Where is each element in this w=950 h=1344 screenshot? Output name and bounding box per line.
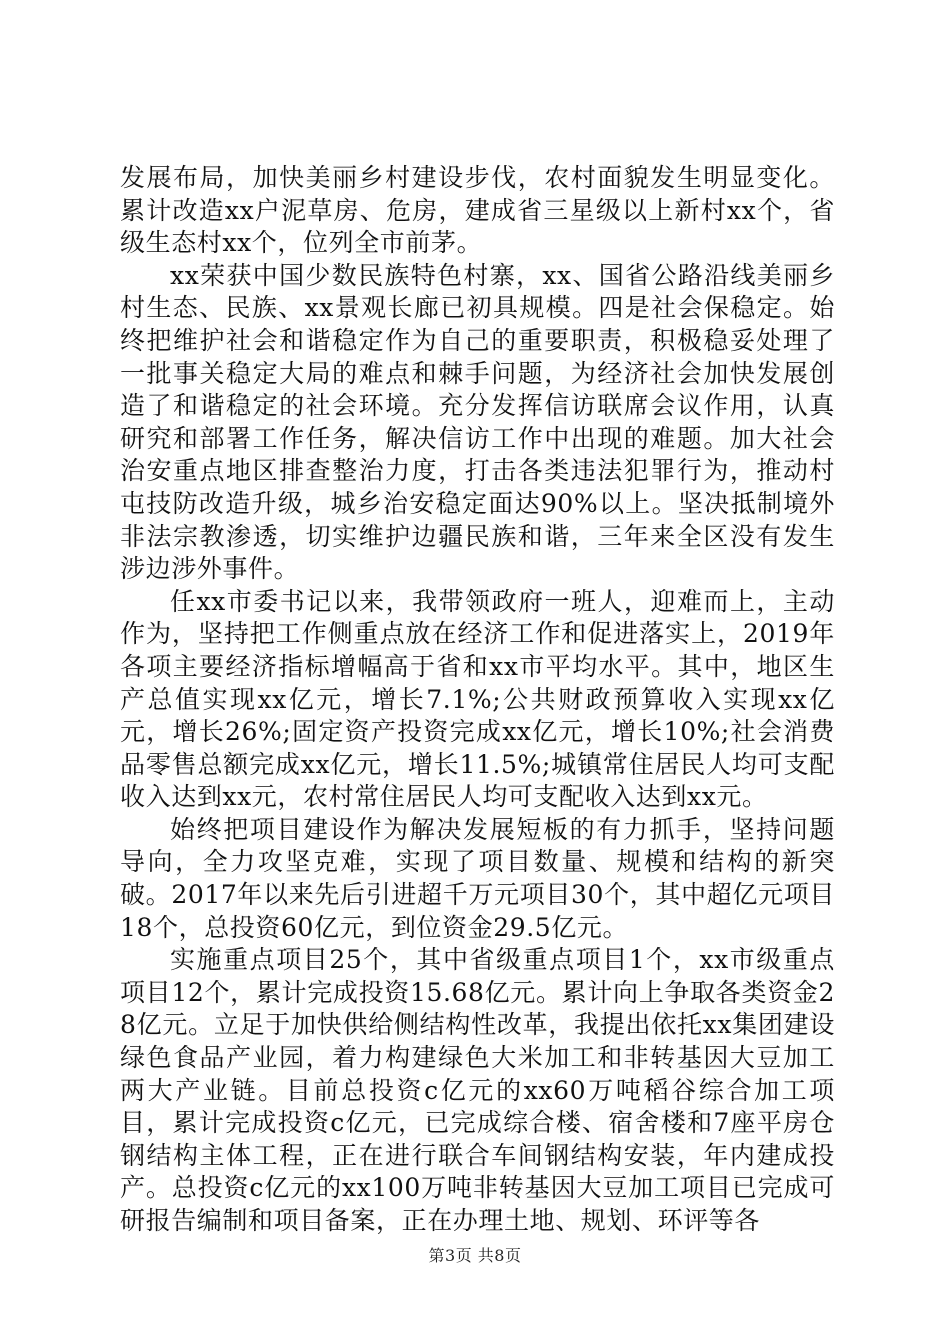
paragraph-continued: 发展布局，加快美丽乡村建设步伐，农村面貌发生明显变化。累计改造xx户泥草房、危房，建成省三星级以上新村xx个，省级生态村xx个，位列全市前茅。 — [120, 163, 835, 258]
page-number-footer: 第3页 共8页 — [428, 1246, 522, 1265]
document-body — [120, 162, 835, 1238]
paragraph-economic-indicators: 任xx市委书记以来，我带领政府一班人，迎难而上，主动作为，坚持把工作侧重点放在经济工作和促进落实上，2019年各项主要经济指标增幅高于省和xx市平均水平。其中，地区生产总值实现xx亿元，增长7.1%;公共财政预算收入实现xx亿元，增长26%;固定资产投资完成xx亿元，增长10%;社会消费品零售总额完成xx亿元，增长11.5%;城镇常住居民人均可支配收入达到xx元，农村常住居民人均可支配收入达到xx元。 — [120, 586, 835, 812]
paragraph-project-construction: 始终把项目建设作为解决发展短板的有力抓手，坚持问题导向，全力攻坚克难，实现了项目数量、规模和结构的新突破。2017年以来先后引进超千万元项目30个，其中超亿元项目18个，总投资60亿元，到位资金29.5亿元。 — [120, 814, 835, 942]
paragraph-key-projects: 实施重点项目25个，其中省级重点项目1个，xx市级重点项目12个，累计完成投资15.68亿元。累计向上争取各类资金28亿元。立足于加快供给侧结构性改革，我提出依托xx集团建设绿色食品产业园，着力构建绿色大米加工和非转基因大豆加工两大产业链。目前总投资c亿元的xx60万吨稻谷综合加工项目，累计完成投资c亿元，已完成综合楼、宿舍楼和7座平房仓钢结构主体工程，正在进行联合车间钢结构安装，年内建成投产。总投资c亿元的xx100万吨非转基因大豆加工项目已完成可研报告编制和项目备案，正在办理土地、规划、环评等各 — [120, 945, 835, 1235]
paragraph-social-stability: xx荣获中国少数民族特色村寨，xx、国省公路沿线美丽乡村生态、民族、xx景观长廊已初具规模。四是社会保稳定。始终把维护社会和谐稳定作为自己的重要职责，积极稳妥处理了一批事关稳定大局的难点和棘手问题，为经济社会加快发展创造了和谐稳定的社会环境。充分发挥信访联席会议作用，认真研究和部署工作任务，解决信访工作中出现的难题。加大社会治安重点地区排查整治力度，打击各类违法犯罪行为，推动村屯技防改造升级，城乡治安稳定面达90%以上。坚决抵制境外非法宗教渗透，切实维护边疆民族和谐，三年来全区没有发生涉边涉外事件。 — [120, 260, 835, 584]
